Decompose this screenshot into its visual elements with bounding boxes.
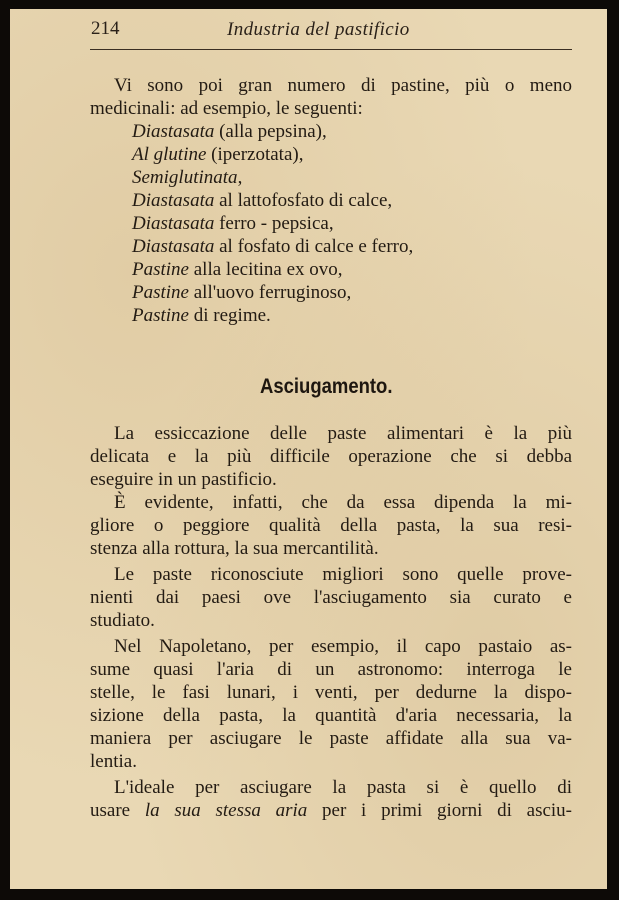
book-page (10, 9, 607, 889)
last-line-end: per i primi giorni di asciu- (307, 800, 572, 821)
body-line: stenza alla rottura, la sua mercantilità. (90, 538, 379, 559)
list-item-name: Pastine (132, 282, 189, 303)
list-item-name: Pastine (132, 305, 189, 326)
body-line: delicata e la più difficile operazione che si debba (90, 446, 572, 467)
page-number: 214 (91, 18, 120, 39)
body-line: studiato. (90, 610, 155, 631)
list-item-rest: (alla pepsina), (214, 121, 327, 142)
body-line: stelle, le fasi lunari, i venti, per dedurne la dispo- (90, 682, 572, 703)
body-line: sizione della pasta, la quantità d'aria necessaria, la (90, 705, 572, 726)
list-item-name: Diastasata (132, 121, 215, 142)
list-item (132, 305, 271, 327)
list-item-rest: , (237, 167, 243, 188)
list-item-name: Diastasata (132, 213, 215, 234)
list-item (132, 213, 334, 235)
list-item-name: Pastine (132, 259, 189, 280)
list-item-rest: al lattofosfato di calce, (214, 190, 393, 211)
list-item-rest: di regime. (189, 305, 271, 326)
page-header (10, 9, 607, 54)
list-item-rest: alla lecitina ex ovo, (189, 259, 343, 280)
emphasized-phrase: la sua stessa aria (144, 800, 308, 821)
body-line: maniera per asciugare le paste affidate alla sua va- (90, 728, 572, 749)
intro-line-1: Vi sono poi gran numero di pastine, più o meno (114, 75, 572, 96)
list-item-name: Diastasata (132, 190, 215, 211)
list-item-name: Semiglutinata (132, 167, 238, 188)
list-item (132, 121, 327, 143)
list-item-name: Diastasata (132, 236, 215, 257)
list-item (132, 236, 413, 258)
list-item-rest: (iperzotata), (206, 144, 304, 165)
intro-line-2: medicinali: ad esempio, le seguenti: (90, 98, 363, 119)
last-line-start: usare (90, 800, 145, 821)
header-rule (90, 49, 572, 50)
body-line: sume quasi l'aria di un astronomo: interroga le (90, 659, 572, 680)
body-line: Nel Napoletano, per esempio, il capo pastaio as- (114, 636, 572, 657)
body-line: L'ideale per asciugare la pasta si è quello di (114, 777, 572, 798)
list-item-rest: all'uovo ferruginoso, (189, 282, 352, 303)
body-line: Le paste riconosciute migliori sono quelle prove- (114, 564, 572, 585)
list-item (132, 282, 351, 304)
list-item (132, 167, 242, 189)
body-line: È evidente, infatti, che da essa dipenda la mi- (114, 492, 572, 513)
body-line: eseguire in un pastificio. (90, 469, 277, 490)
running-title: Industria del pastificio (227, 19, 410, 40)
list-item-name: Al glutine (132, 144, 207, 165)
list-item-rest: ferro - pepsica, (214, 213, 334, 234)
section-heading: Asciugamento. (260, 375, 393, 398)
body-line-last (90, 800, 572, 822)
body-line: nienti dai paesi ove l'asciugamento sia curato e (90, 587, 572, 608)
body-line: gliore o peggiore qualità della pasta, la sua resi- (90, 515, 572, 536)
list-item (132, 144, 303, 166)
body-line: La essiccazione delle paste alimentari è la più (114, 423, 572, 444)
list-item (132, 190, 392, 212)
body-line: lentia. (90, 751, 137, 772)
list-item (132, 259, 343, 281)
list-item-rest: al fosfato di calce e ferro, (214, 236, 414, 257)
